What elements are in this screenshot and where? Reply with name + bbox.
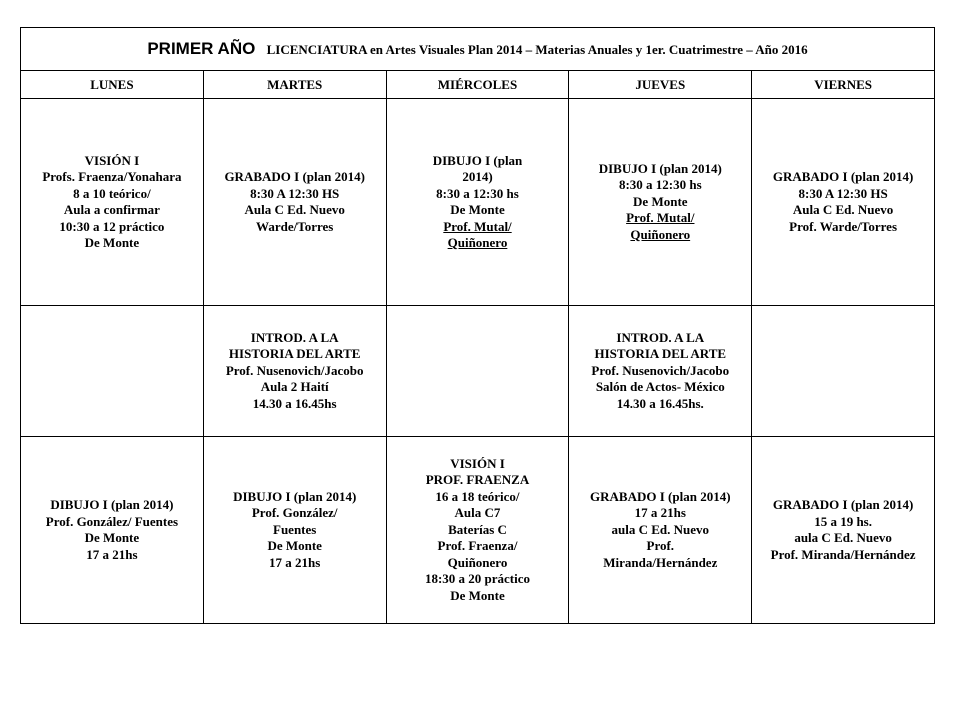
- class-cell-monday: [21, 306, 204, 437]
- class-line: Prof.: [646, 538, 675, 554]
- class-line: INTROD. A LA: [616, 329, 705, 345]
- class-line: Prof. Nusenovich/Jacobo: [591, 362, 730, 378]
- class-line: Prof. Fraenza/: [437, 538, 518, 554]
- class-line: 14.30 a 16.45hs: [252, 395, 337, 411]
- class-line: 8:30 a 12:30 hs: [618, 177, 702, 193]
- class-line: 17 a 21hs: [269, 554, 321, 570]
- class-line: Quiñonero: [630, 226, 691, 242]
- class-line: Aula C Ed. Nuevo: [244, 202, 345, 217]
- class-cell-tuesday: [203, 99, 386, 306]
- class-line: GRABADO I (plan 2014): [772, 497, 914, 512]
- title-cell: [21, 28, 935, 71]
- class-cell-monday: [21, 99, 204, 306]
- class-cell-tuesday: [203, 306, 386, 437]
- schedule-row-evening: [21, 437, 935, 624]
- class-line: De Monte: [267, 538, 322, 554]
- class-line: Aula 2 Haití: [260, 379, 329, 395]
- class-line: VISIÓN I: [84, 152, 140, 168]
- day-header: JUEVES: [569, 71, 752, 99]
- class-cell-monday: [21, 437, 204, 624]
- class-line: Aula C7: [454, 505, 501, 521]
- class-line: Warde/Torres: [256, 218, 334, 234]
- class-line: Profs. Fraenza/Yonahara: [42, 169, 182, 184]
- class-line: 8:30 A 12:30 HS: [798, 185, 888, 201]
- class-line: Miranda/Hernández: [603, 554, 718, 570]
- class-line: De Monte: [633, 193, 688, 209]
- class-line: Prof. González/: [251, 505, 338, 521]
- class-line: HISTORIA DEL ARTE: [228, 346, 361, 362]
- class-line: DIBUJO I (plan 2014): [598, 160, 722, 176]
- class-line: Prof. Mutal/: [626, 210, 695, 226]
- class-cell-thursday: [569, 306, 752, 437]
- class-line: 8:30 a 12:30 hs: [436, 185, 519, 201]
- class-line: 8:30 A 12:30 HS: [250, 185, 340, 201]
- class-line: 14.30 a 16.45hs.: [616, 395, 704, 411]
- class-line: 16 a 18 teórico/: [435, 488, 520, 504]
- class-line: De Monte: [450, 202, 505, 217]
- schedule-row-morning: [21, 99, 935, 306]
- class-line: Prof. Nusenovich/Jacobo: [225, 362, 364, 378]
- class-cell-wednesday: [386, 306, 569, 437]
- class-line: INTROD. A LA: [250, 329, 339, 345]
- day-header-row: [21, 71, 935, 99]
- class-line: 2014): [462, 169, 493, 184]
- class-line: De Monte: [84, 530, 140, 545]
- class-line: GRABADO I (plan 2014): [224, 169, 365, 184]
- day-header: MARTES: [203, 71, 386, 99]
- class-line: Baterías C: [448, 521, 507, 537]
- class-line: PROF. FRAENZA: [425, 472, 530, 488]
- class-line: 17 a 21hs: [634, 505, 686, 521]
- class-line: De Monte: [450, 587, 505, 603]
- class-line: Prof. Warde/Torres: [789, 218, 898, 234]
- class-cell-thursday: [569, 99, 752, 306]
- class-line: Fuentes: [273, 521, 317, 537]
- class-line: 8 a 10 teórico/: [73, 185, 151, 201]
- class-line: 18:30 a 20 práctico: [424, 571, 531, 587]
- class-line: Salón de Actos- México: [595, 379, 725, 395]
- class-cell-friday: [752, 437, 935, 624]
- class-cell-tuesday: [203, 437, 386, 624]
- page-subtitle: LICENCIATURA en Artes Visuales Plan 2014 – Materias Anuales y 1er. Cuatrimestre – Año 2016: [266, 42, 808, 57]
- schedule-row-afternoon: [21, 306, 935, 437]
- class-line: DIBUJO I (plan: [432, 152, 523, 168]
- class-line: Aula C Ed. Nuevo: [792, 202, 894, 217]
- class-cell-wednesday: [386, 437, 569, 624]
- page-title: PRIMER AÑO: [147, 39, 256, 58]
- class-line: De Monte: [84, 235, 140, 250]
- class-line: HISTORIA DEL ARTE: [594, 346, 727, 362]
- class-line: Aula a confirmar: [63, 202, 160, 217]
- title-row: [21, 28, 935, 71]
- class-line: aula C Ed. Nuevo: [794, 530, 892, 545]
- class-line: Quiñonero: [447, 554, 508, 570]
- class-cell-friday: [752, 99, 935, 306]
- class-line: DIBUJO I (plan 2014): [50, 497, 174, 512]
- class-line: DIBUJO I (plan 2014): [233, 488, 357, 504]
- class-line: aula C Ed. Nuevo: [611, 521, 710, 537]
- class-line: Quiñonero: [447, 235, 508, 250]
- class-cell-wednesday: [386, 99, 569, 306]
- day-header: LUNES: [21, 71, 204, 99]
- class-line: Prof. Miranda/Hernández: [770, 546, 916, 562]
- class-line: 17 a 21hs: [86, 546, 138, 562]
- schedule-table: [20, 27, 935, 624]
- class-line: GRABADO I (plan 2014): [590, 488, 731, 504]
- class-line: VISIÓN I: [450, 455, 505, 471]
- day-header: VIERNES: [752, 71, 935, 99]
- class-cell-thursday: [569, 437, 752, 624]
- class-line: Prof. Mutal/: [443, 218, 512, 234]
- class-line: 15 a 19 hs.: [814, 513, 872, 529]
- class-cell-friday: [752, 306, 935, 437]
- class-line: GRABADO I (plan 2014): [772, 169, 914, 184]
- day-header: MIÉRCOLES: [386, 71, 569, 99]
- class-line: 10:30 a 12 práctico: [59, 218, 165, 234]
- class-line: Prof. González/ Fuentes: [45, 513, 179, 529]
